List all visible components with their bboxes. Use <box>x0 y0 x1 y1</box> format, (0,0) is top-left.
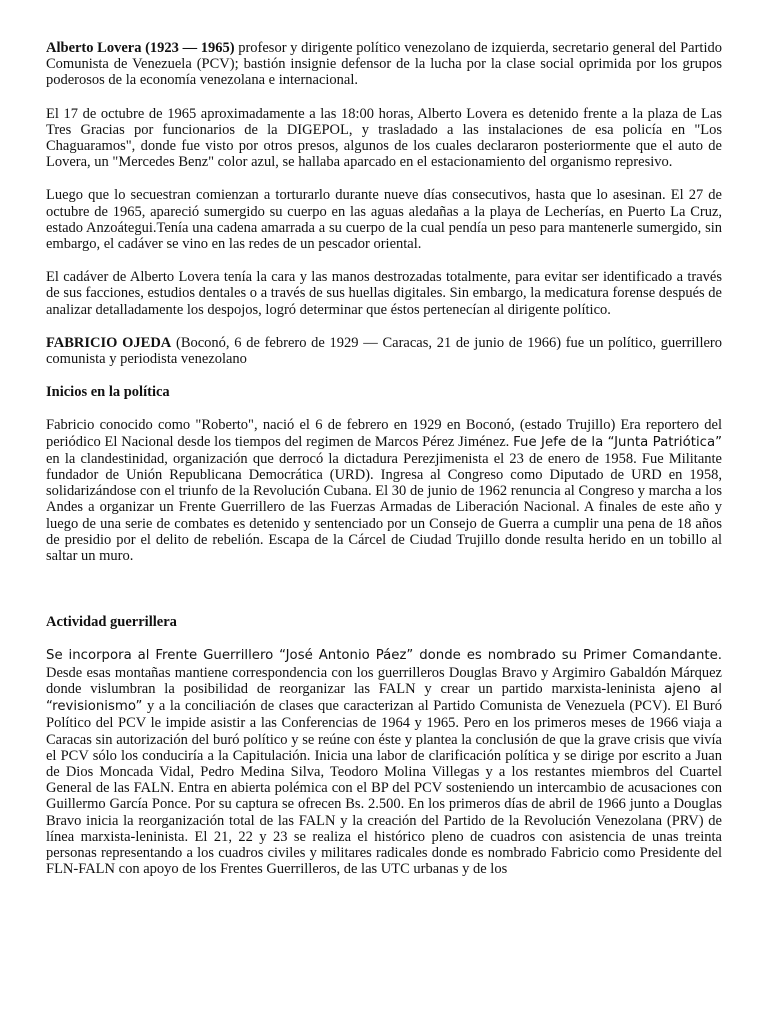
ojeda-intro: (Boconó, 6 de febrero de 1929 — Caracas, 21 de junio de 1966) fue un político, guerrillero comunista y periodista venezolano <box>46 334 722 368</box>
inicios-paragraph <box>46 417 722 564</box>
lovera-paragraph-3: Luego que lo secuestran comienzan a torturarlo durante nueve días consecutivos, hasta que lo asesinan. El 27 de octubre de 1965, apareció sumergido su cuerpo en las aguas aledañas a la playa de Lecherías, en Puerto La Cruz, estado Anzoátegui.Tenía una cadena amarrada a su cuerpo de la cual pendía un peso para mantenerle sumergido, sin embargo, el cadáver se vino en las redes de un pescador oriental. <box>46 187 722 253</box>
lovera-paragraph-2: El 17 de octubre de 1965 aproximadamente a las 18:00 horas, Alberto Lovera es detenido frente a la plaza de Las Tres Gracias por funcionarios de la DIGEPOL, y trasladado a las instalaciones de esa policía en "Los Chaguaramos", donde fue visto por otros presos, algunos de los cuales declararon posteriormente que el auto de Lovera, un "Mercedes Benz" color azul, se hallaba aparcado en el estacionamiento del organismo represivo. <box>46 105 722 171</box>
actividad-text-c: ajeno al “revisionismo” <box>46 681 722 715</box>
heading-inicios: Inicios en la política <box>46 384 170 401</box>
lovera-paragraph-1 <box>46 40 722 89</box>
actividad-paragraph <box>46 647 722 877</box>
heading-actividad: Actividad guerrillera <box>46 614 177 631</box>
ojeda-paragraph <box>46 335 722 367</box>
inicios-text-a: Fabricio conocido como "Roberto", nació el 6 de febrero en 1929 en Boconó, (estado Trujillo) Era reportero del periódico El Nacional desde los tiempos del regimen de Marcos Pérez Jiménez. <box>46 417 722 450</box>
lovera-name: Alberto Lovera (1923 — 1965) <box>46 40 235 56</box>
actividad-text-a: Se incorpora al Frente Guerrillero “José Antonio Páez” donde es nombrado su Primer Comandante. <box>46 648 722 664</box>
lovera-intro: profesor y dirigente político venezolano de izquierda, secretario general del Partido Comunista de Venezuela (PCV); bastión insignie defensor de la lucha por la clase social oprimida por los grupos poderosos de la economía venezolana e internacional. <box>46 40 722 89</box>
ojeda-name: FABRICIO OJEDA <box>46 334 172 351</box>
spacer <box>46 581 722 614</box>
actividad-text-b: Desde esas montañas mantiene correspondencia con los guerrilleros Douglas Bravo y Argimiro Gabaldón Márquez donde vislumbran la posibilidad de reorganizar las FALN y crear un partido marxista-leninista <box>46 664 722 697</box>
actividad-text-d: y a la conciliación de clases que caracterizan al Partido Comunista de Venezuela (PCV). El Buró Político del PCV le impide asistir a las Conferencias de 1964 y 1965. Pero en los primeros meses de 1966 viaja a Caracas sin autorización del buró político y se reúne con éste y plantea la conclusión de que la grave crisis que vivía el PCV sólo los conduciría a la Capitulación. Inicia una labor de clarificación política y se dirige por escrito a Juan de Dios Moncada Vidal, Pedro Medina Silva, Teodoro Molina Villegas y a los restantes miembros del Cuartel General de las FALN. Entra en abierta polémica con el BP del PCV sosteniendo un intercambio de acusaciones con Guillermo García Ponce. Por su captura se ofrecen Bs. 2.500. En los primeros días de abril de 1966 junto a Douglas Bravo inicia la reorganización total de las FALN y la creación del Partido de la Revolución Venezolana (PRV) de línea marxista-leninista. El 21, 22 y 23 se realiza el histórico pleno de cuadros con asistencia de unas treinta personas representando a los cuadros civiles y militares radicales donde es nombrado Fabricio como Presidente del FLN-FALN con apoyo de los Frentes Guerrilleros, de las UTC urbanas y de los <box>46 698 722 878</box>
inicios-text-b: Fue Jefe de la “Junta Patriótica” <box>513 434 723 450</box>
inicios-text-c: en la clandestinidad, organización que derrocó la dictadura Perezjimenista el 23 de enero de 1958. Fue Militante fundador de Unión Republicana Democrática (URD). Ingresa al Congreso como Diputado de URD en 1958, solidarizándose con el triunfo de la Revolución Cubana. El 30 de junio de 1962 renuncia al Congreso y marcha a los Andes a organizar un Frente Guerrillero de las Fuerzas Armadas de Liberación Nacional. A finales de este año y luego de una serie de combates es detenido y sentenciado por un Consejo de Guerra a cumplir una pena de 18 años de presidio por el delito de rebelión. Escapa de la Cárcel de Ciudad Trujillo donde resulta herido en un tobillo al saltar un muro. <box>46 450 722 565</box>
lovera-paragraph-4: El cadáver de Alberto Lovera tenía la cara y las manos destrozadas totalmente, para evitar ser identificado a través de sus facciones, estudios dentales o a través de sus huellas digitales. Sin embargo, la medicatura forense después de analizar detalladamente los despojos, logró determinar que éstos pertenecían al dirigente político. <box>46 269 722 318</box>
